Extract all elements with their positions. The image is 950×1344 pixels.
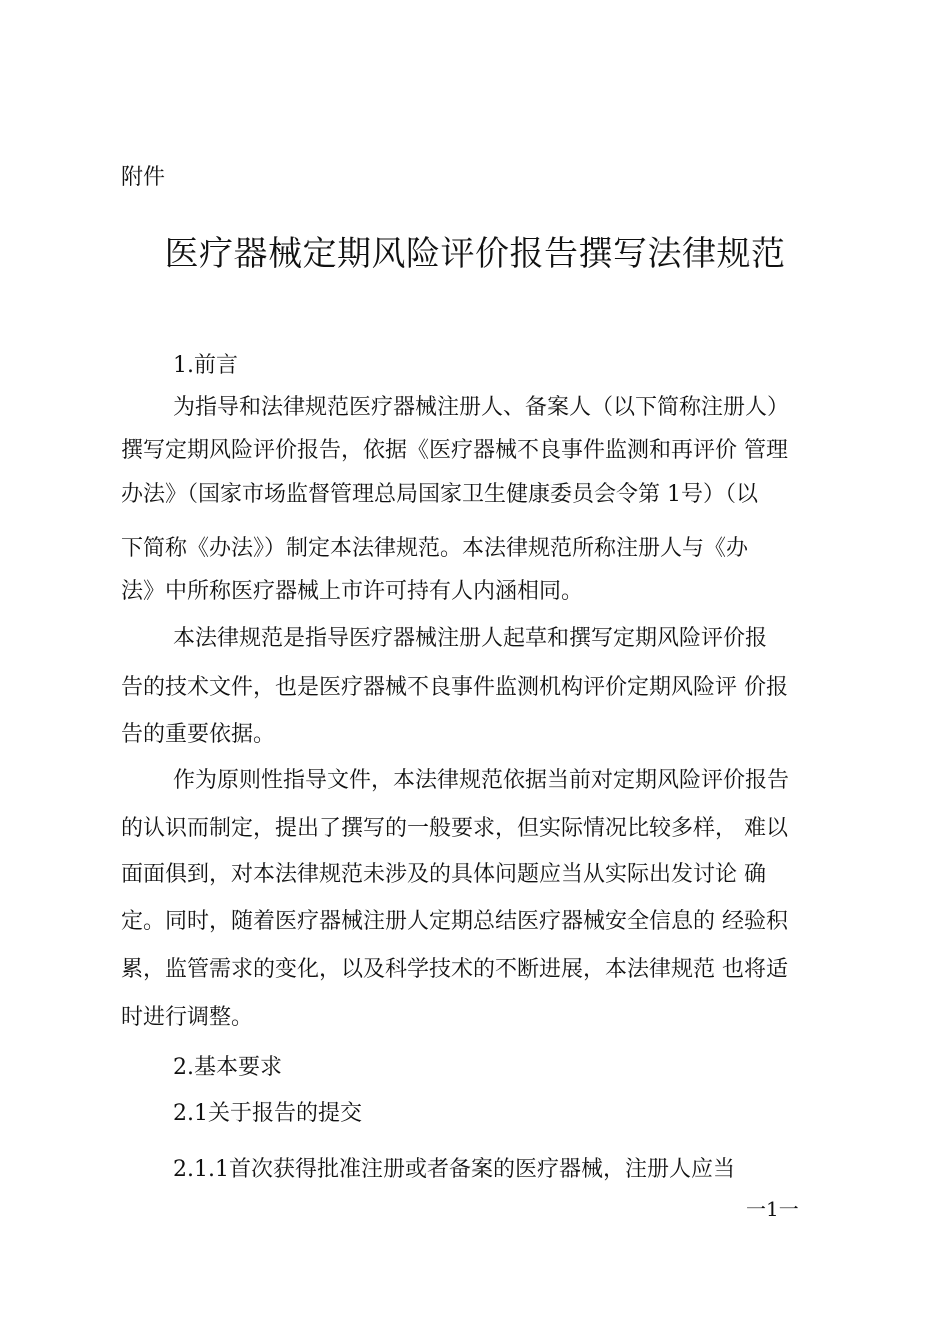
text-line: 为指导和法律规范医疗器械注册人、备案人（以下简称注册人） — [173, 395, 790, 420]
text-line: 2.1.1首次获得批准注册或者备案的医疗器械，注册人应当 — [173, 1157, 735, 1182]
page-number: 一1一 — [746, 1197, 799, 1221]
text-line: 办法》（国家市场监督管理总局国家卫生健康委员会令第 1号）（以 — [121, 482, 758, 507]
attachment-label: 附件 — [121, 165, 166, 190]
section-heading-basic-requirements: 2.基本要求 — [173, 1055, 282, 1080]
text-line: 作为原则性指导文件，本法律规范依据当前对定期风险评价报告 — [173, 768, 790, 793]
subsection-heading: 2.1关于报告的提交 — [173, 1101, 362, 1126]
section-heading-preface: 1.前言 — [173, 353, 238, 378]
text-line: 时进行调整。 — [121, 1005, 254, 1030]
text-line: 法》中所称医疗器械上市许可持有人内涵相同。 — [121, 579, 584, 604]
text-line: 的认识而制定，提出了撰写的一般要求，但实际情况比较多样， 难以 — [121, 816, 788, 841]
text-line: 告的重要依据。 — [121, 722, 276, 747]
text-line: 告的技术文件，也是医疗器械不良事件监测机构评价定期风险评 价报 — [121, 675, 788, 700]
text-line: 定。同时，随着医疗器械注册人定期总结医疗器械安全信息的 经验积 — [121, 909, 788, 934]
text-line: 累，监管需求的变化，以及科学技术的不断进展，本法律规范 也将适 — [121, 957, 788, 982]
document-title: 医疗器械定期风险评价报告撰写法律规范 — [164, 234, 786, 274]
text-line: 本法律规范是指导医疗器械注册人起草和撰写定期风险评价报 — [173, 626, 768, 651]
text-line: 下简称《办法》）制定本法律规范。本法律规范所称注册人与《办 — [121, 536, 749, 561]
text-line: 面面俱到，对本法律规范未涉及的具体问题应当从实际出发讨论 确 — [121, 862, 766, 887]
text-line: 撰写定期风险评价报告，依据《医疗器械不良事件监测和再评价 管理 — [121, 438, 788, 463]
